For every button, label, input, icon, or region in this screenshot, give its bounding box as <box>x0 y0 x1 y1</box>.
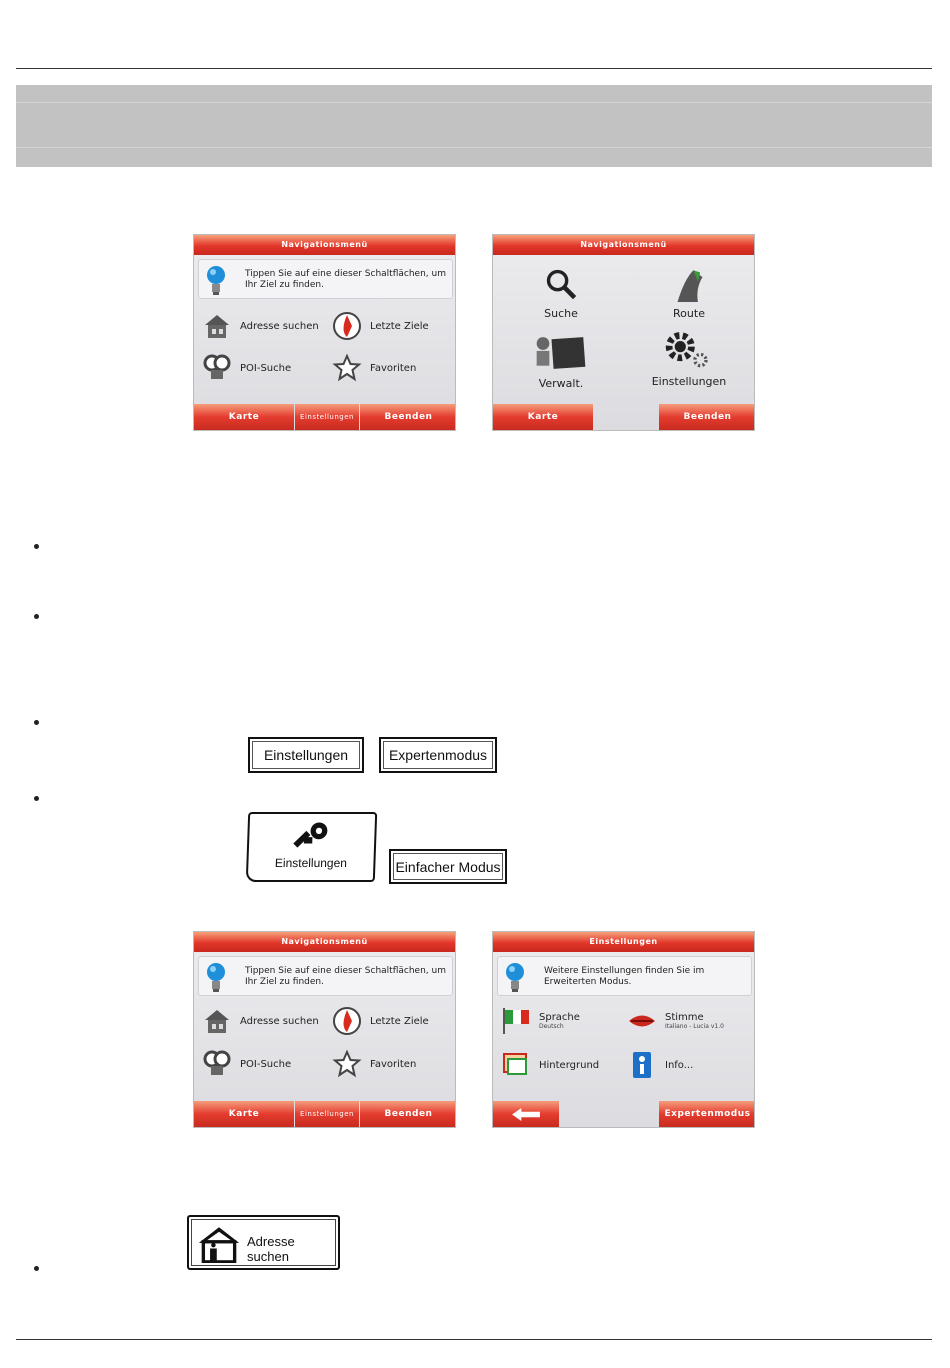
house-icon <box>195 1225 243 1263</box>
route-label[interactable]: Route <box>673 307 705 320</box>
stimme-label: Stimme <box>665 1012 704 1023</box>
lightbulb-icon <box>505 961 525 993</box>
einstellungen-icon-button <box>246 812 377 882</box>
background-icon <box>501 1050 531 1080</box>
bullet <box>34 544 39 549</box>
hint-box <box>198 259 453 299</box>
sprache-label: Sprache <box>539 1012 580 1023</box>
einstellungen-icon-button-label: Einstellungen <box>274 856 348 870</box>
hint-text: Tippen Sie auf eine dieser Schaltflächen, um Ihr Ziel zu finden. <box>245 269 446 290</box>
sprache-value: Deutsch <box>539 1023 564 1030</box>
verwalt-label[interactable]: Verwalt. <box>538 377 584 390</box>
screen-title: Navigationsmenü <box>194 932 455 952</box>
item-label: Favoriten <box>370 1058 417 1070</box>
screen-title: Einstellungen <box>493 932 754 952</box>
star-icon <box>332 353 362 383</box>
adresse-suchen-item[interactable] <box>202 311 319 341</box>
back-arrow-icon <box>512 1108 540 1121</box>
screenshot-nav-menu-simple-2 <box>193 931 456 1128</box>
einfacher-modus-inline-button: Einfacher Modus <box>389 849 507 884</box>
suche-label[interactable]: Suche <box>544 307 578 320</box>
info-icon <box>627 1050 657 1080</box>
back-button[interactable] <box>493 1101 559 1127</box>
karte-button[interactable]: Karte <box>493 404 593 430</box>
bullet <box>34 796 39 801</box>
tools-icon <box>289 820 332 848</box>
star-icon <box>332 1049 362 1079</box>
gear-icon <box>663 331 711 369</box>
favoriten-item[interactable] <box>332 1049 416 1079</box>
header-rule <box>16 68 932 69</box>
house-icon <box>202 1006 232 1036</box>
einstellungen-button[interactable]: Einstellungen <box>295 1101 359 1127</box>
house-icon <box>202 311 232 341</box>
letzte-ziele-item[interactable] <box>332 311 429 341</box>
beenden-button[interactable]: Beenden <box>659 404 755 430</box>
screen-title: Navigationsmenü <box>194 235 455 255</box>
item-label: Letzte Ziele <box>370 1015 429 1027</box>
lightbulb-icon <box>206 264 226 296</box>
poi-suche-item[interactable] <box>202 1049 291 1079</box>
footer-rule <box>16 1339 932 1340</box>
karte-button[interactable]: Karte <box>194 404 294 430</box>
screenshot-nav-menu-simple <box>193 234 456 431</box>
item-label: Adresse suchen <box>240 1015 319 1027</box>
screenshot-nav-menu-expert <box>492 234 755 431</box>
recent-destinations-icon <box>332 1006 362 1036</box>
manage-folder-icon <box>533 335 589 371</box>
expertenmodus-inline-button: Expertenmodus <box>379 737 497 773</box>
lips-icon <box>627 1006 657 1036</box>
screen-title: Navigationsmenü <box>493 235 754 255</box>
hint-box <box>497 956 752 996</box>
stimme-item[interactable] <box>627 1006 724 1036</box>
beenden-button[interactable]: Beenden <box>360 404 456 430</box>
poi-suche-item[interactable] <box>202 353 291 383</box>
poi-icon <box>202 353 232 383</box>
item-label: Adresse suchen <box>240 320 319 332</box>
lightbulb-icon <box>206 961 226 993</box>
hint-box <box>198 956 453 996</box>
bullet <box>34 614 39 619</box>
einstellungen-label[interactable]: Einstellungen <box>651 375 727 388</box>
hint-text: Weitere Einstellungen finden Sie im Erweiterten Modus. <box>544 966 705 987</box>
poi-icon <box>202 1049 232 1079</box>
bullet <box>34 1266 39 1271</box>
flag-icon <box>501 1006 531 1036</box>
section-heading-band <box>16 85 932 167</box>
adresse-suchen-item[interactable] <box>202 1006 319 1036</box>
adresse-suchen-inline-button <box>187 1215 340 1270</box>
favoriten-item[interactable] <box>332 353 416 383</box>
bullet <box>34 720 39 725</box>
item-label: POI-Suche <box>240 1058 292 1070</box>
expertenmodus-button[interactable]: Expertenmodus <box>659 1101 755 1127</box>
item-label: Favoriten <box>370 362 417 374</box>
einstellungen-button[interactable]: Einstellungen <box>295 404 359 430</box>
route-icon <box>673 267 707 303</box>
letzte-ziele-item[interactable] <box>332 1006 429 1036</box>
einstellungen-inline-button: Einstellungen <box>248 737 364 773</box>
search-icon <box>544 267 578 301</box>
info-label: Info... <box>665 1059 694 1071</box>
hint-text: Tippen Sie auf eine dieser Schaltflächen, um Ihr Ziel zu finden. <box>245 966 446 987</box>
item-label: Letzte Ziele <box>370 320 429 332</box>
hintergrund-label: Hintergrund <box>539 1059 600 1071</box>
hintergrund-item[interactable] <box>501 1050 599 1080</box>
adresse-suchen-label: Adresse suchen <box>247 1234 295 1264</box>
screenshot-settings <box>492 931 755 1128</box>
info-item[interactable] <box>627 1050 693 1080</box>
recent-destinations-icon <box>332 311 362 341</box>
stimme-value: Italiano - Lucia v1.0 <box>665 1023 724 1030</box>
beenden-button[interactable]: Beenden <box>360 1101 456 1127</box>
sprache-item[interactable] <box>501 1006 580 1036</box>
item-label: POI-Suche <box>240 362 292 374</box>
karte-button[interactable]: Karte <box>194 1101 294 1127</box>
